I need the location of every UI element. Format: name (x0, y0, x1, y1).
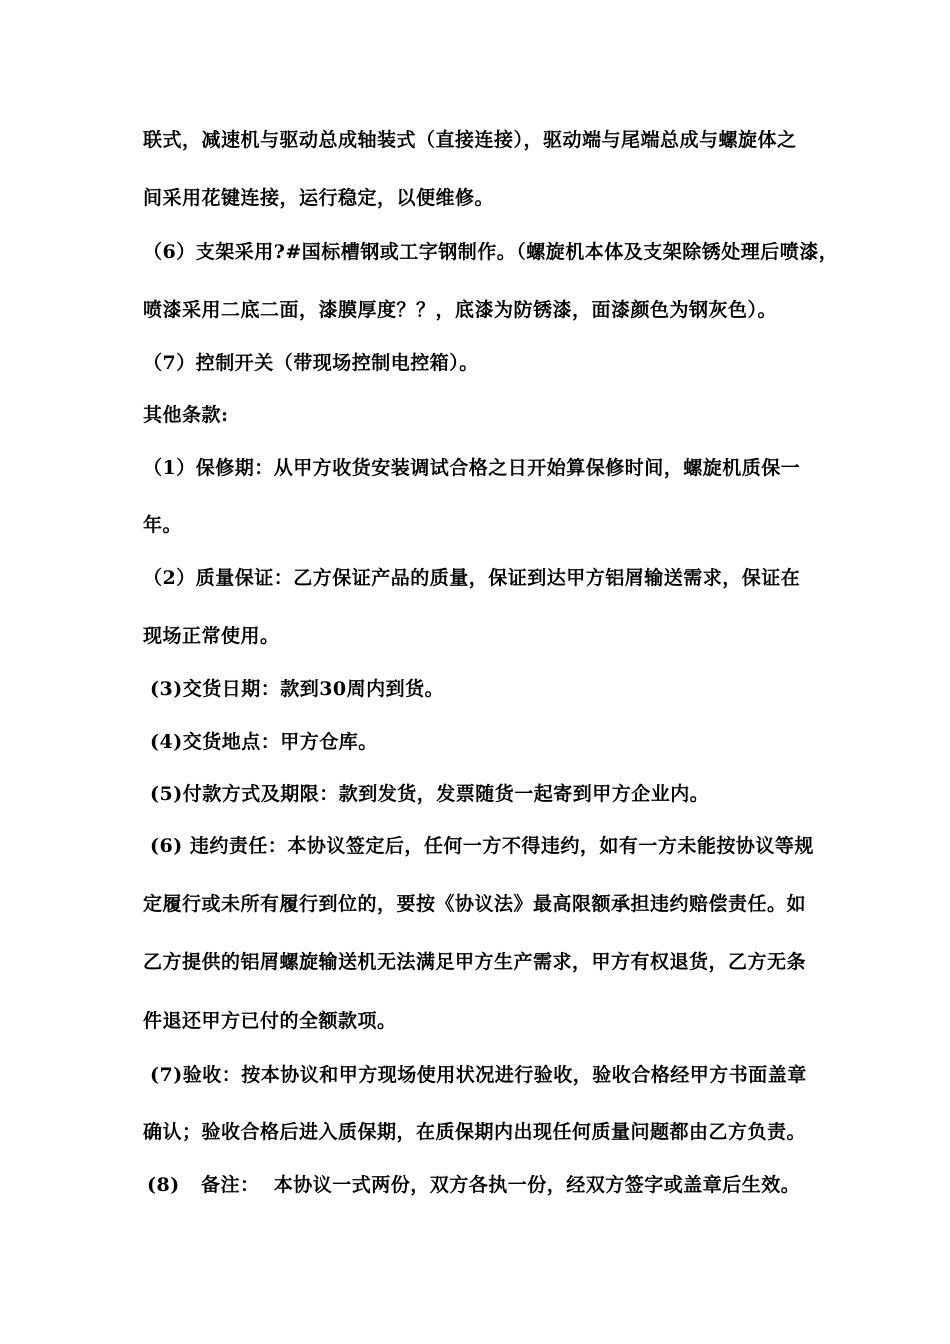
text-line: (3)交货日期：款到30周内到货。 (150, 678, 445, 700)
text-line: （1）保修期：从甲方收货安装调试合格之日开始算保修时间，螺旋机质保一 (143, 457, 801, 479)
text-line: （6）支架采用?#国标槽钢或工字钢制作。（螺旋机本体及支架除锈处理后喷漆， (143, 241, 839, 263)
text-line: （7）控制开关（带现场控制电控箱）。 (143, 352, 479, 374)
text-line: 年。 (143, 514, 183, 536)
text-line: 喷漆采用二底二面，漆膜厚度？？，底漆为防锈漆，面漆颜色为钢灰色）。 (143, 299, 778, 321)
text-line: 现场正常使用。 (143, 625, 280, 647)
text-line: (8) 备注： 本协议一式两份，双方各执一份，经双方签字或盖章后生效。 (147, 1174, 801, 1196)
text-line: (4)交货地点：甲方仓库。 (150, 731, 378, 753)
text-line: (7)验收：按本协议和甲方现场使用状况进行验收，验收合格经甲方书面盖章 (150, 1064, 807, 1086)
text-line: （2）质量保证：乙方保证产品的质量，保证到达甲方铝屑输送需求，保证在 (143, 567, 801, 589)
text-line: 定履行或未所有履行到位的，要按《协议法》最高限额承担违约赔偿责任。如 (143, 893, 807, 915)
text-line: (5)付款方式及期限：款到发货，发票随货一起寄到甲方企业内。 (150, 783, 710, 805)
text-line: 件退还甲方已付的全额款项。 (143, 1010, 397, 1032)
text-line: 乙方提供的铝屑螺旋输送机无法满足甲方生产需求，甲方有权退货，乙方无条 (143, 951, 807, 973)
text-line: 间采用花键连接，运行稳定，以便维修。 (143, 187, 495, 209)
text-line: (6) 违约责任：本协议签定后，任何一方不得违约，如有一方未能按协议等规 (150, 835, 814, 857)
section-heading: 其他条款: (143, 404, 229, 426)
text-line: 确认；验收合格后进入质保期，在质保期内出现任何质量问题都由乙方负责。 (143, 1121, 807, 1143)
text-line: 联式，减速机与驱动总成轴装式（直接连接），驱动端与尾端总成与螺旋体之 (143, 129, 797, 151)
